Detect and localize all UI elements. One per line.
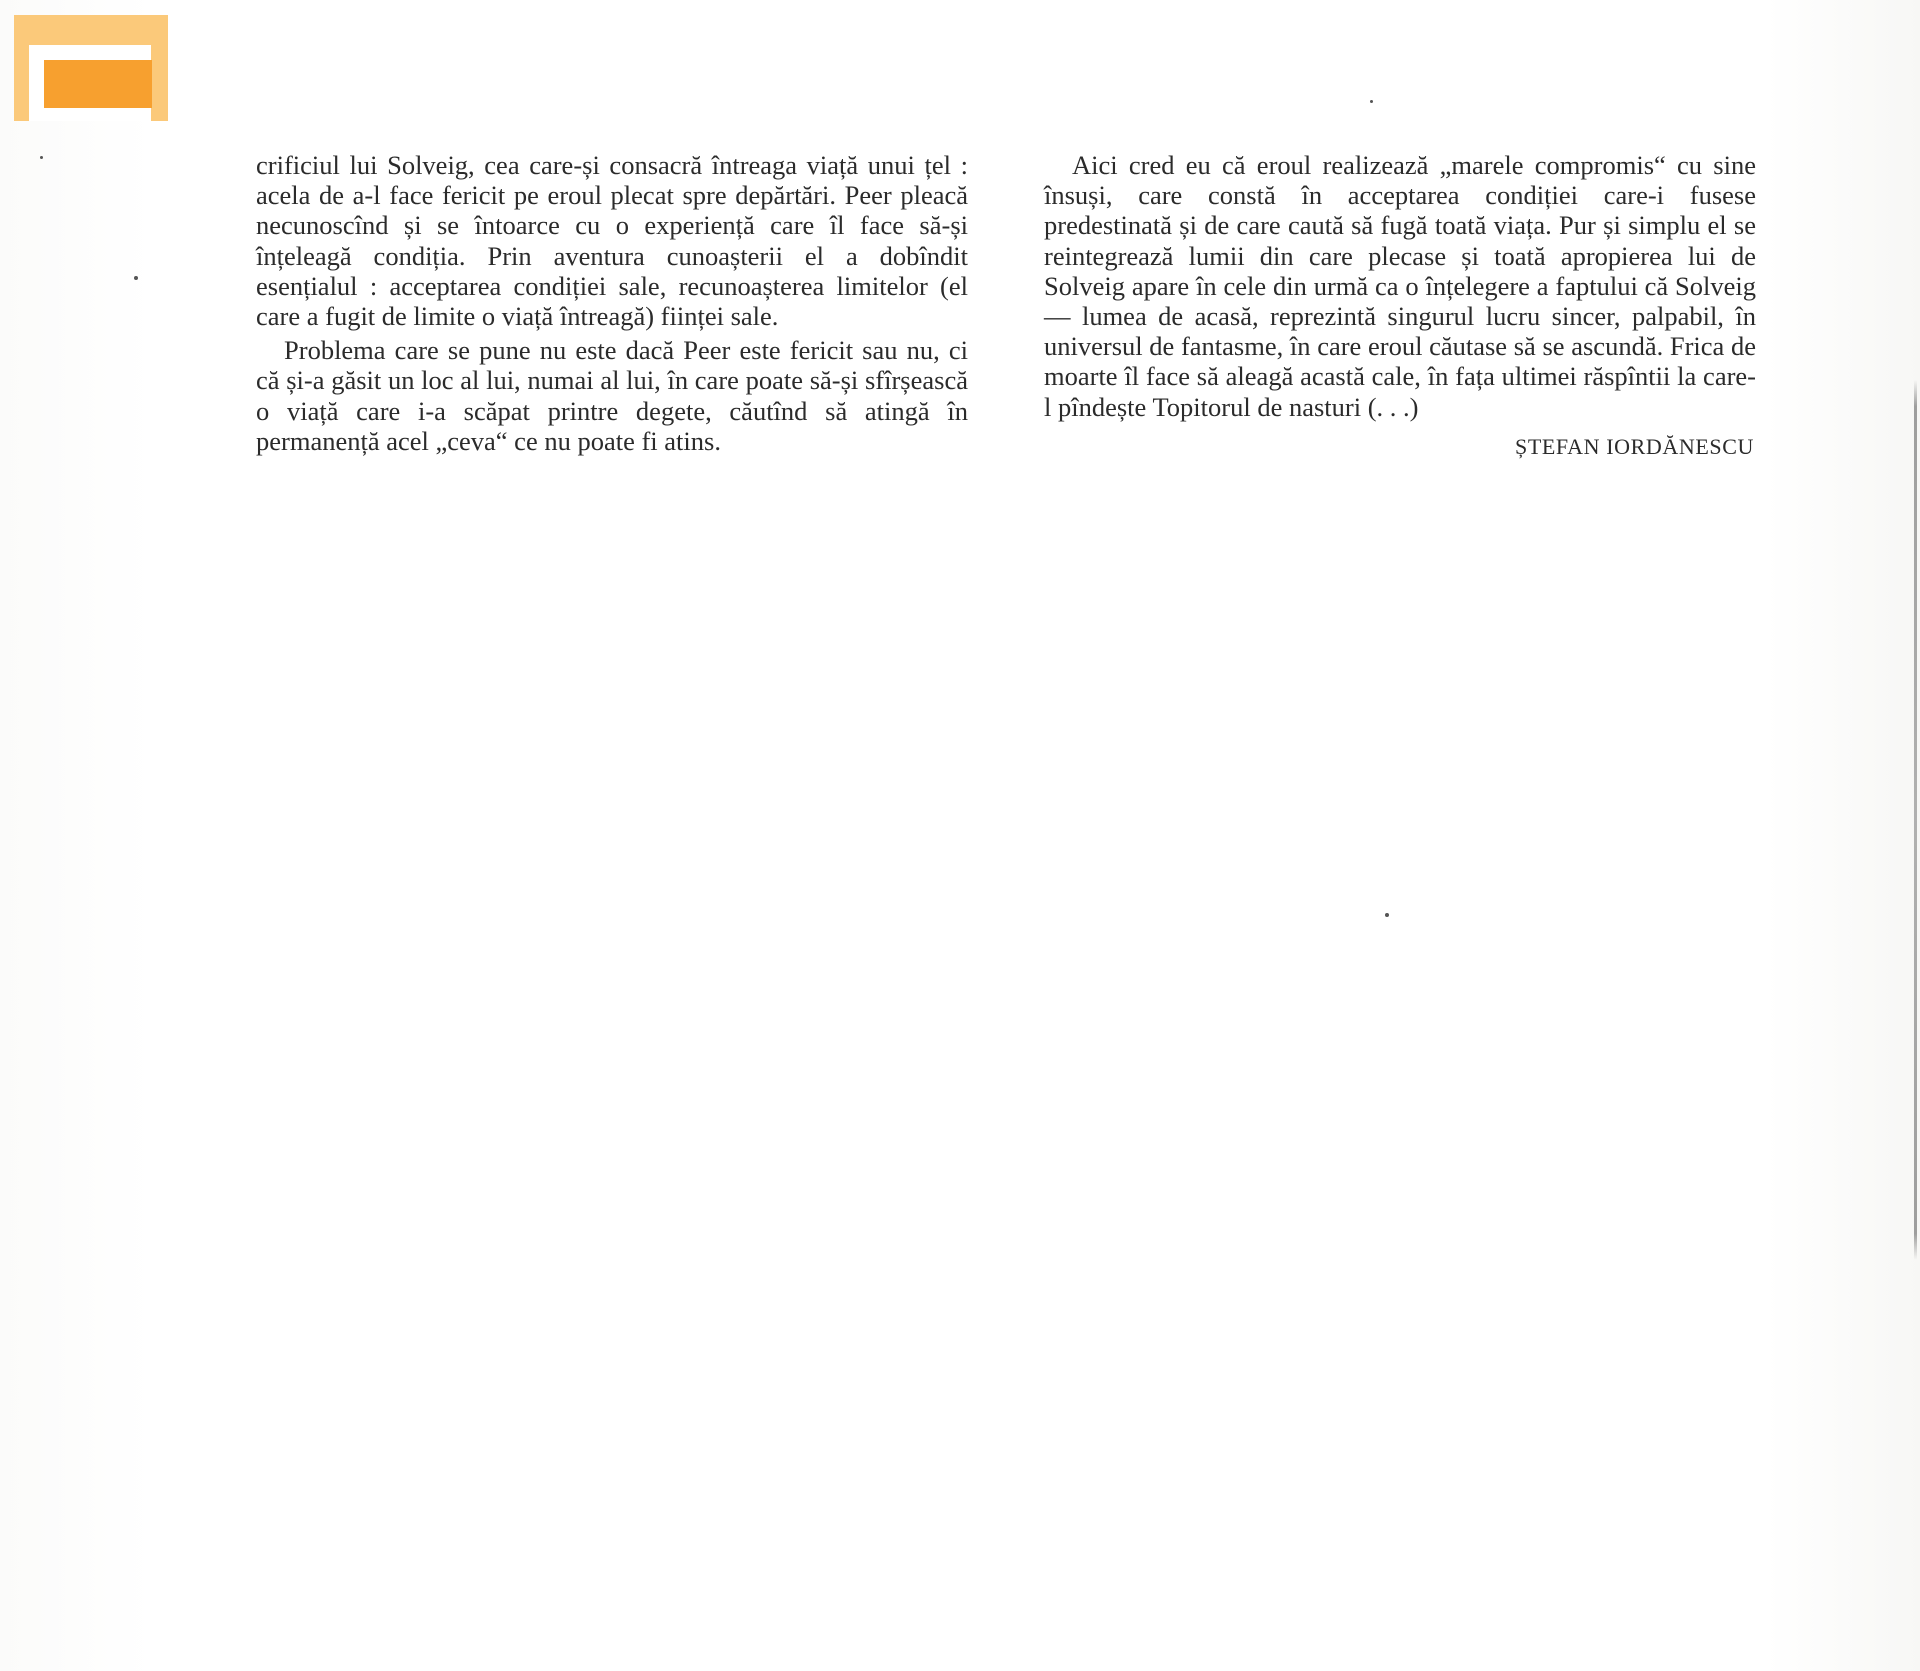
logo-core-block <box>44 60 152 108</box>
print-speck <box>134 276 138 280</box>
print-speck <box>1385 913 1389 917</box>
article-right-column <box>1044 150 1756 462</box>
left-paragraph-1: crificiul lui Solveig, cea care-și consacră întreaga viață unui țel : acela de a-l face fericit pe eroul plecat spre depărtări. Peer pleacă necunoscînd și se întoarce cu o experiență care îl face să-și înțeleagă condiția. Prin aventura cunoașterii el a dobîndit esențialul : acceptarea condiției sale, recunoașterea limitelor (el care a fugit de limite o viață întreagă) ființei sale. <box>256 150 968 332</box>
print-speck <box>1370 100 1373 103</box>
right-paragraph-1: Aici cred eu că eroul realizează „marele compromis“ cu sine însuși, care constă în acceptarea condiției care-i fusese predestinată și de care caută să fugă toată viața. Pur și simplu el se reintegrează lumii din care plecase și toată apropierea lui de Solveig apare în cele din urmă ca o înțelegere a faptului că Solveig — lumea de acasă, reprezintă singurul lucru sincer, palpabil, în universul de fantasme, în care eroul căutase să se ascundă. Frica de moarte îl face să aleagă acastă cale, în fața ultimei răspîntii la care-l pîndește Topitorul de nasturi (. . .) <box>1044 150 1756 422</box>
publisher-logo-icon <box>14 15 168 121</box>
article-left-column <box>256 150 968 460</box>
author-signature: ȘTEFAN IORDĂNESCU <box>1515 433 1754 459</box>
left-paragraph-2: Problema care se pune nu este dacă Peer este fericit sau nu, ci că și-a găsit un loc al lui, numai al lui, în care poate să-și sfîrșească o viață care i-a scăpat printre degete, căutînd să atingă în permanență acel „ceva“ ce nu poate fi atins. <box>256 335 968 456</box>
print-speck <box>40 156 43 159</box>
page-edge-shadow <box>1914 380 1917 1260</box>
